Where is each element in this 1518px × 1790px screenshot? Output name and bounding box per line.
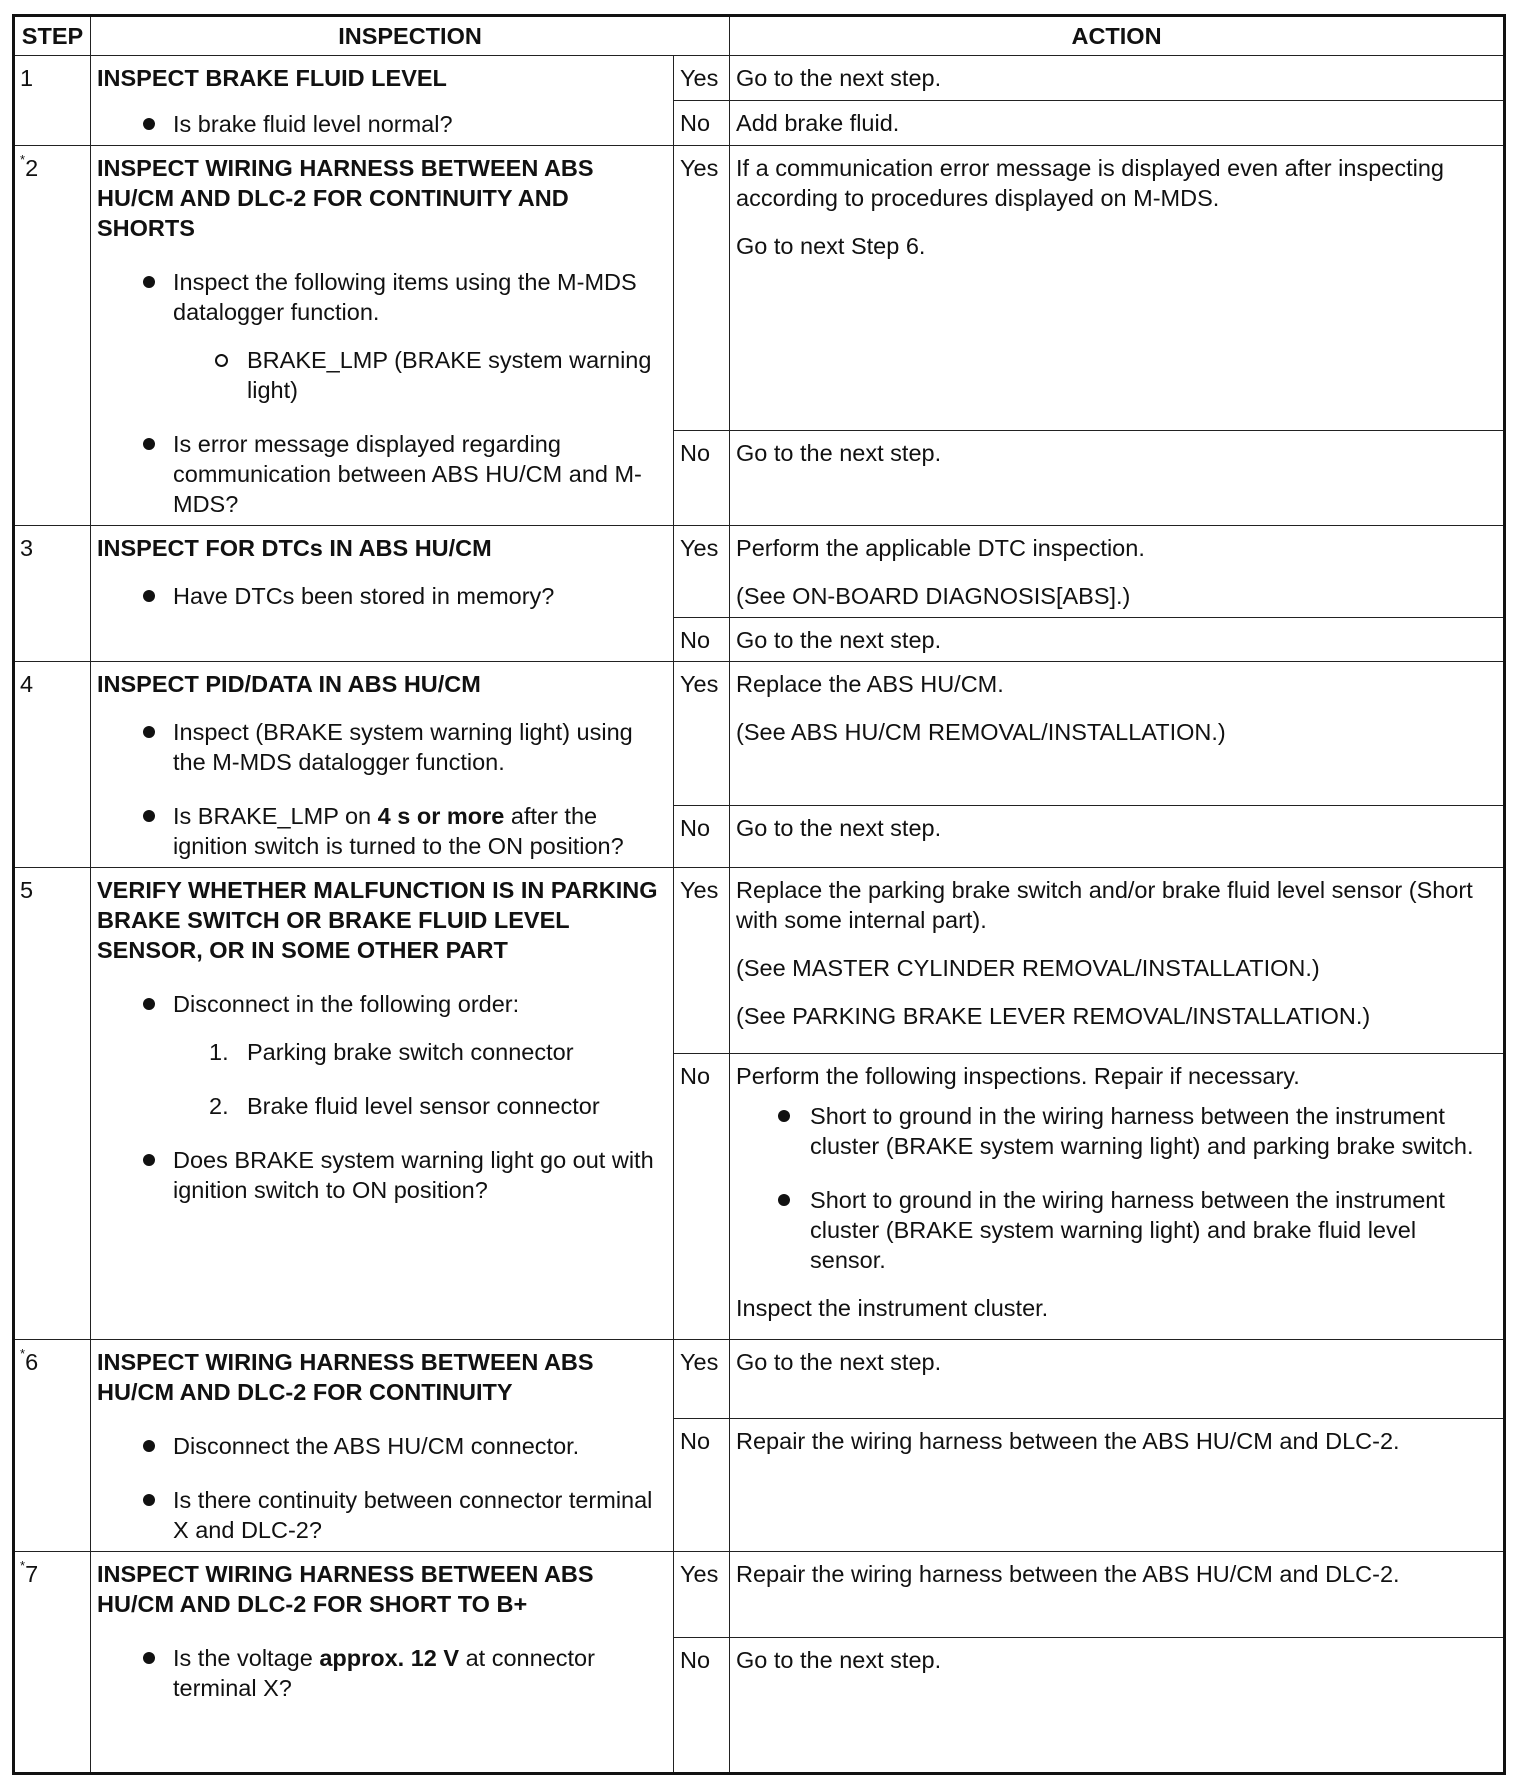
step-number: 1 bbox=[14, 56, 91, 146]
step-number: *7 bbox=[14, 1552, 91, 1774]
header-inspection: INSPECTION bbox=[91, 16, 730, 56]
yes-label: Yes bbox=[674, 56, 730, 101]
step-4-row bbox=[14, 662, 1505, 806]
yes-action: If a communication error message is displayed even after inspecting according to procedures displayed on M-MDS. Go to next Step 6. bbox=[730, 146, 1505, 431]
numbered-item: 1. Parking brake switch connector bbox=[209, 1039, 574, 1065]
no-action: Go to the next step. bbox=[730, 618, 1505, 662]
action-bullet-item: Short to ground in the wiring harness between the instrument cluster (BRAKE system warning light) and brake fluid level sensor. bbox=[736, 1185, 1497, 1275]
step-2-row bbox=[14, 146, 1505, 431]
inspection-title: INSPECT PID/DATA IN ABS HU/CM bbox=[97, 671, 481, 697]
no-label: No bbox=[674, 1419, 730, 1552]
header-row bbox=[14, 16, 1505, 56]
no-label: No bbox=[674, 805, 730, 867]
step-1-row bbox=[14, 56, 1505, 101]
inspection-title: INSPECT WIRING HARNESS BETWEEN ABS HU/CM AND DLC-2 FOR SHORT TO B+ bbox=[97, 1561, 594, 1617]
step-number: 4 bbox=[14, 662, 91, 868]
step-6-row bbox=[14, 1340, 1505, 1419]
step-3-row bbox=[14, 526, 1505, 618]
inspection-title: INSPECT WIRING HARNESS BETWEEN ABS HU/CM AND DLC-2 FOR CONTINUITY AND SHORTS bbox=[97, 155, 594, 241]
bullet-item: Disconnect the ABS HU/CM connector. bbox=[97, 1431, 667, 1461]
yes-label: Yes bbox=[674, 526, 730, 618]
no-action: Perform the following inspections. Repair if necessary. Short to ground in the wiring harness between the instrument cluster (BRAKE system warning light) and parking brake switch. Short to ground in the wiring harness between the instrument cluster (BRAKE system warning light) and brake fluid level sensor. Inspect the instrument cluster. bbox=[730, 1054, 1505, 1340]
bullet-item: Is there continuity between connector terminal X and DLC-2? bbox=[97, 1485, 667, 1545]
header-step: STEP bbox=[14, 16, 91, 56]
step-number: 3 bbox=[14, 526, 91, 662]
action-bullet-item: Short to ground in the wiring harness between the instrument cluster (BRAKE system warning light) and parking brake switch. bbox=[736, 1101, 1497, 1161]
yes-label: Yes bbox=[674, 1340, 730, 1419]
step-number: *6 bbox=[14, 1340, 91, 1552]
inspection-cell bbox=[91, 56, 674, 146]
yes-action: Replace the parking brake switch and/or brake fluid level sensor (Short with some internal part). (See MASTER CYLINDER REMOVAL/INSTALLATION.) (See PARKING BRAKE LEVER REMOVAL/INSTALLATION.) bbox=[730, 868, 1505, 1054]
no-label: No bbox=[674, 1638, 730, 1774]
bullet-item: Is the voltage approx. 12 V at connector terminal X? bbox=[97, 1643, 667, 1703]
yes-action: Perform the applicable DTC inspection. (See ON-BOARD DIAGNOSIS[ABS].) bbox=[730, 526, 1505, 618]
diagnostic-table bbox=[12, 14, 1506, 1775]
yes-action: Replace the ABS HU/CM. (See ABS HU/CM REMOVAL/INSTALLATION.) bbox=[730, 662, 1505, 806]
step-number: 5 bbox=[14, 868, 91, 1340]
no-label: No bbox=[674, 1054, 730, 1340]
step-number: *2 bbox=[14, 146, 91, 526]
inspection-title: VERIFY WHETHER MALFUNCTION IS IN PARKING BRAKE SWITCH OR BRAKE FLUID LEVEL SENSOR, OR IN SOME OTHER PART bbox=[97, 877, 658, 963]
inspection-cell bbox=[91, 146, 674, 526]
no-action: Add brake fluid. bbox=[730, 101, 1505, 146]
sub-bullet-item: BRAKE_LMP (BRAKE system warning light) bbox=[173, 345, 667, 405]
bullet-item: Disconnect in the following order: 1. Parking brake switch connector 2. Brake fluid level sensor connector bbox=[97, 989, 667, 1121]
bullet-item: Inspect the following items using the M-MDS datalogger function. BRAKE_LMP (BRAKE system warning light) bbox=[97, 267, 667, 405]
bullet-item: Is BRAKE_LMP on 4 s or more after the ignition switch is turned to the ON position? bbox=[97, 801, 667, 861]
inspection-cell bbox=[91, 662, 674, 868]
step-7-row bbox=[14, 1552, 1505, 1638]
no-action: Go to the next step. bbox=[730, 805, 1505, 867]
yes-action: Go to the next step. bbox=[730, 56, 1505, 101]
bullet-item: Does BRAKE system warning light go out with ignition switch to ON position? bbox=[97, 1145, 667, 1205]
header-action: ACTION bbox=[730, 16, 1505, 56]
inspection-cell bbox=[91, 1340, 674, 1552]
no-action: Repair the wiring harness between the ABS HU/CM and DLC-2. bbox=[730, 1419, 1505, 1552]
bullet-item: Inspect (BRAKE system warning light) using the M-MDS datalogger function. bbox=[97, 717, 667, 777]
inspection-cell bbox=[91, 868, 674, 1340]
inspection-cell bbox=[91, 1552, 674, 1774]
step-5-row bbox=[14, 868, 1505, 1054]
no-label: No bbox=[674, 618, 730, 662]
inspection-cell bbox=[91, 526, 674, 662]
yes-label: Yes bbox=[674, 662, 730, 806]
no-action: Go to the next step. bbox=[730, 1638, 1505, 1774]
no-action: Go to the next step. bbox=[730, 431, 1505, 526]
yes-label: Yes bbox=[674, 1552, 730, 1638]
inspection-title: INSPECT WIRING HARNESS BETWEEN ABS HU/CM AND DLC-2 FOR CONTINUITY bbox=[97, 1349, 594, 1405]
yes-label: Yes bbox=[674, 868, 730, 1054]
yes-action: Go to the next step. bbox=[730, 1340, 1505, 1419]
yes-label: Yes bbox=[674, 146, 730, 431]
bullet-item: Is error message displayed regarding communication between ABS HU/CM and M-MDS? bbox=[97, 429, 667, 519]
bullet-item: Have DTCs been stored in memory? bbox=[97, 581, 667, 611]
no-label: No bbox=[674, 101, 730, 146]
inspection-title: INSPECT BRAKE FLUID LEVEL bbox=[97, 65, 447, 91]
inspection-title: INSPECT FOR DTCs IN ABS HU/CM bbox=[97, 535, 492, 561]
no-label: No bbox=[674, 431, 730, 526]
numbered-item: 2. Brake fluid level sensor connector bbox=[209, 1093, 600, 1119]
yes-action: Repair the wiring harness between the ABS HU/CM and DLC-2. bbox=[730, 1552, 1505, 1638]
bullet-item: Is brake fluid level normal? bbox=[97, 109, 667, 139]
